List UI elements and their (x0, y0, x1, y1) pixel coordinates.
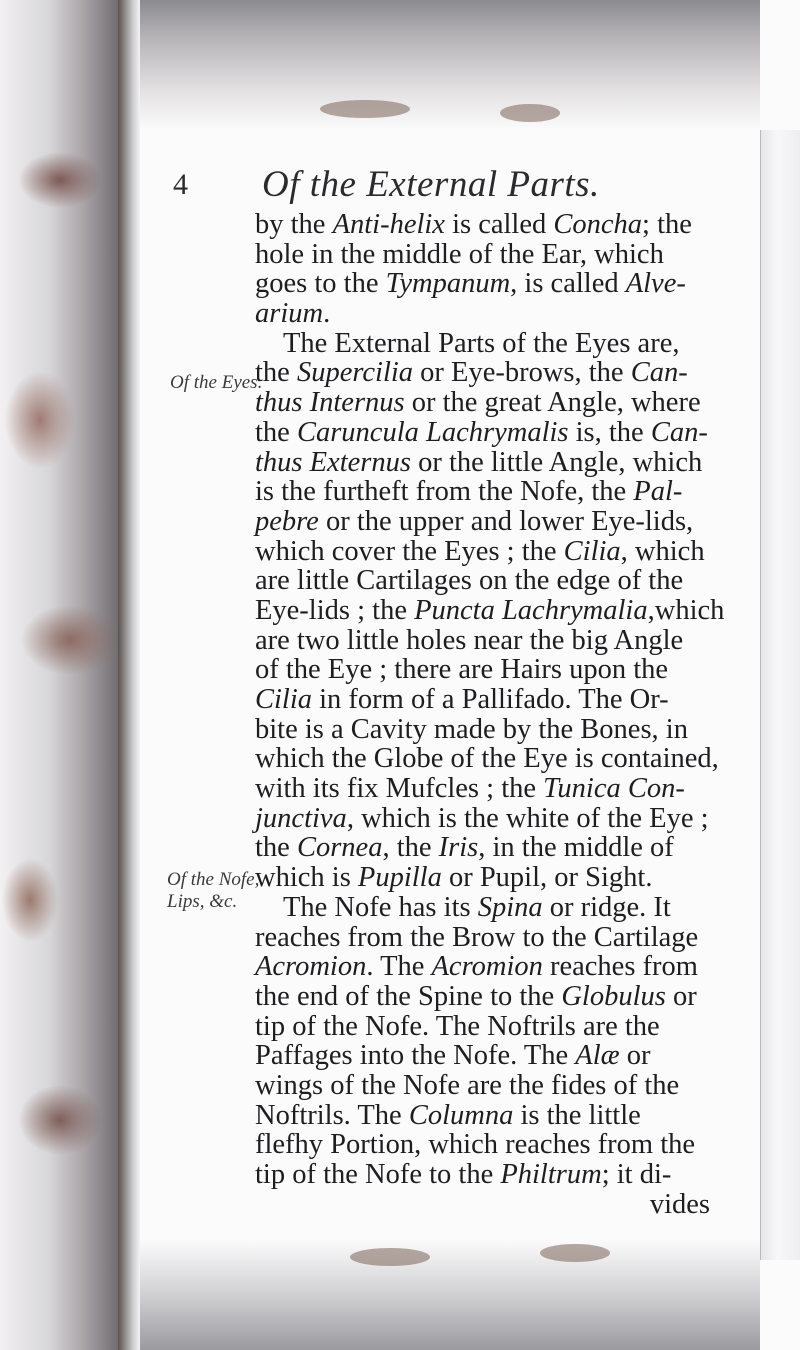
text-run: is the little (513, 1099, 641, 1131)
text-run: The Nofe has its (283, 891, 478, 923)
text-run: ; the (642, 209, 692, 240)
top-page-edge (140, 0, 760, 130)
text-run: ,which (647, 594, 725, 626)
text-run: with its fix Mufcles ; the (255, 773, 544, 805)
italic-term: Concha (553, 209, 643, 240)
text-run: is, the (568, 416, 651, 448)
text-run: by the (255, 209, 333, 240)
text-run: are two little holes near the big Angle (255, 624, 684, 656)
text-run: which cover the Eyes ; the (255, 535, 564, 567)
text-run: are little Cartilages on the edge of the (255, 565, 684, 597)
italic-term: Puncta Lachrymalia (414, 594, 648, 626)
text-line (255, 744, 755, 774)
italic-term: Caruncula Lachrymalis (296, 416, 569, 448)
text-line (255, 655, 755, 685)
margin-note-nose-lips (167, 869, 259, 913)
text-run: or (619, 1040, 651, 1072)
text-line (255, 863, 755, 893)
text-run: is called (444, 209, 554, 240)
text-run: the (255, 416, 297, 448)
text-line (255, 982, 755, 1012)
text-line (255, 804, 755, 834)
text-run: The External Parts of the Eyes are, (283, 327, 680, 359)
italic-term: Philtrum (500, 1159, 602, 1190)
italic-term: Can- (650, 416, 708, 448)
text-line (255, 240, 755, 270)
text-line (255, 537, 755, 567)
text-run: tip of the Nofe. The Noftrils are the (255, 1010, 660, 1042)
text-run: in form of a Pallifado. The Or- (312, 684, 669, 715)
text-run: is the furtheft from the Nofe, the (255, 476, 634, 508)
adjacent-page-edge (760, 130, 800, 1260)
italic-term: arium (255, 298, 324, 330)
text-line (255, 1130, 755, 1160)
text-run: tip of the Nofe to the (255, 1159, 501, 1190)
italic-term: thus Externus (255, 446, 411, 478)
text-line (255, 1160, 755, 1190)
text-run: which is (255, 862, 358, 894)
italic-term: Supercilia (296, 357, 414, 389)
text-run: of the Eye ; there are Hairs upon the (255, 654, 669, 686)
text-run: the (255, 357, 297, 389)
text-line (255, 1012, 755, 1042)
text-run: reaches from (542, 951, 698, 983)
italic-term: Cornea (296, 832, 383, 864)
text-line (255, 1190, 755, 1220)
italic-term: Iris (438, 832, 479, 864)
italic-term: Acromion (255, 951, 367, 983)
text-run: , in the middle of (478, 832, 674, 864)
italic-term: Spina (477, 891, 543, 923)
italic-term: Pal- (633, 476, 683, 508)
italic-term: Can- (630, 357, 688, 389)
text-run: the (255, 832, 297, 864)
text-run: or the great Angle, where (404, 387, 701, 419)
text-run: goes to the (255, 268, 386, 300)
margin-note-line: Of the Nofe, (167, 869, 260, 890)
italic-term: Alæ (575, 1040, 620, 1072)
text-line (255, 329, 755, 359)
text-line (255, 833, 755, 863)
text-run: reaches from the Brow to the Cartilage (255, 921, 699, 953)
italic-term: Tunica Con- (543, 773, 685, 805)
text-line (255, 358, 755, 388)
text-line (255, 388, 755, 418)
text-run: the end of the Spine to the (255, 980, 562, 1012)
text-run: or ridge. It (542, 891, 671, 923)
body-text (255, 210, 755, 1219)
text-line (255, 418, 755, 448)
text-line (255, 952, 755, 982)
italic-term: Cilia (255, 684, 313, 715)
italic-term: Pupilla (357, 862, 442, 894)
text-run: or the little Angle, which (410, 446, 703, 478)
italic-term: Columna (408, 1099, 514, 1131)
bottom-page-edge (140, 1240, 760, 1350)
text-run: or the upper and lower Eye-lids, (318, 505, 694, 537)
text-run: , which (620, 535, 705, 567)
text-run: , the (382, 832, 439, 864)
italic-term: Anti-helix (332, 209, 445, 240)
text-line (255, 923, 755, 953)
italic-term: Tympanum (385, 268, 511, 300)
text-run: which the Globe of the Eye is contained, (255, 743, 719, 775)
text-line (255, 685, 755, 715)
text-line (255, 507, 755, 537)
running-head: Of the External Parts. (262, 164, 600, 205)
text-line (255, 774, 755, 804)
text-run: ; it di- (601, 1159, 672, 1190)
text-line (255, 1101, 755, 1131)
italic-term: junctiva (255, 802, 347, 834)
margin-note-line: Lips, &c. (167, 891, 238, 912)
text-line (255, 566, 755, 596)
text-run: , which is the white of the Eye ; (346, 802, 709, 834)
text-line (255, 477, 755, 507)
text-line (255, 1041, 755, 1071)
text-line (255, 626, 755, 656)
page-number: 4 (173, 168, 188, 201)
text-run: Noftrils. The (255, 1099, 409, 1131)
text-line (255, 210, 755, 240)
italic-term: Alve- (625, 268, 686, 300)
italic-term: Cilia (563, 535, 621, 567)
text-line (255, 1071, 755, 1101)
italic-term: Globulus (561, 980, 666, 1012)
text-run: , is called (510, 268, 626, 300)
text-run: . (323, 298, 331, 330)
text-line (255, 448, 755, 478)
text-run: hole in the middle of the Ear, which (255, 238, 664, 270)
text-line (255, 893, 755, 923)
italic-term: Acromion (431, 951, 543, 983)
text-line (255, 299, 755, 329)
text-run: or (665, 980, 697, 1012)
text-run: Eye-lids ; the (255, 594, 415, 626)
margin-note-eyes: Of the Eyes. (170, 372, 263, 393)
italic-term: thus Internus (255, 387, 405, 419)
text-run: . The (366, 951, 432, 983)
text-run: vides (649, 1188, 710, 1220)
text-run: Paffages into the Nofe. The (255, 1040, 576, 1072)
text-line (255, 596, 755, 626)
text-run: flefhy Portion, which reaches from the (255, 1129, 696, 1161)
text-line (255, 269, 755, 299)
text-run: wings of the Nofe are the fides of the (255, 1069, 680, 1101)
text-run: or Pupil, or Sight. (441, 862, 653, 894)
marbled-page-edge (0, 0, 140, 1350)
text-run: bite is a Cavity made by the Bones, in (255, 713, 688, 745)
text-run: or Eye-brows, the (413, 357, 631, 389)
italic-term: pebre (255, 505, 319, 537)
text-line (255, 715, 755, 745)
